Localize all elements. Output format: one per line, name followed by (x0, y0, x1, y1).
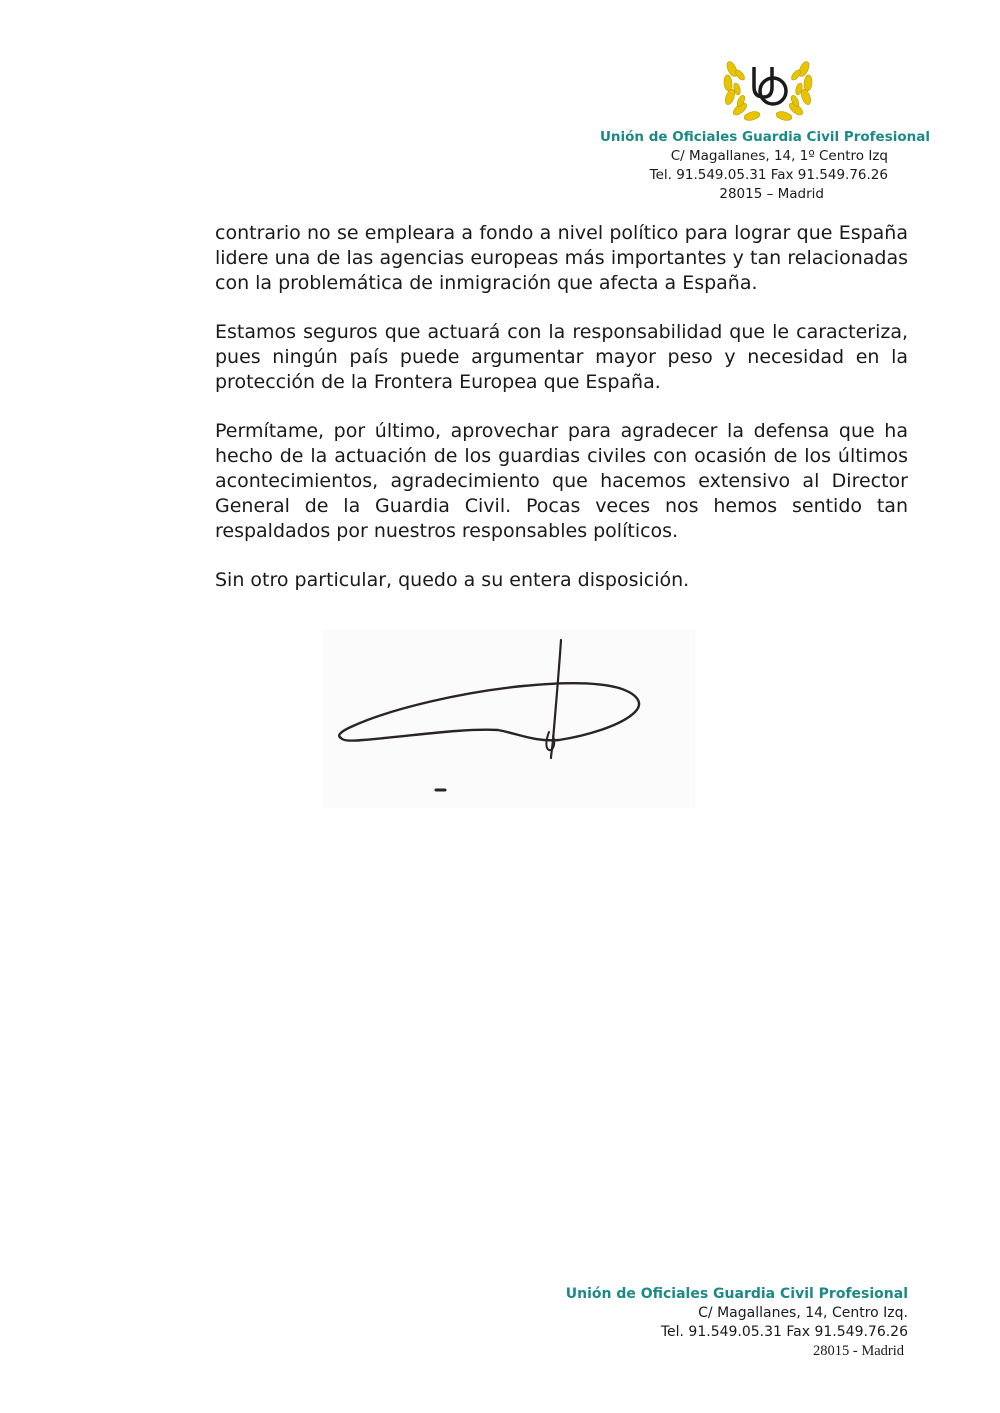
handwritten-signature (323, 630, 695, 808)
footer-address: C/ Magallanes, 14, Centro Izq. (698, 1305, 908, 1321)
union-oficiales-logo (718, 55, 818, 125)
letter-body (215, 221, 908, 618)
letter-footer (520, 1285, 908, 1361)
org-name: Unión de Oficiales Guardia Civil Profesional (599, 129, 930, 145)
header-phone-fax: Tel. 91.549.05.31 Fax 91.549.76.26 (649, 167, 888, 183)
footer-city: 28015 - Madrid (812, 1343, 904, 1359)
closing-line: Sin otro particular, quedo a su entera disposición. (215, 569, 690, 592)
uo-monogram (754, 67, 786, 104)
footer-org-name: Unión de Oficiales Guardia Civil Profesional (565, 1286, 908, 1302)
header-address: C/ Magallanes, 14, 1º Centro Izq (670, 148, 888, 164)
body-paragraph: contrario no se empleara a fondo a nivel político para lograr que España lidere una de las agencias europeas más importantes y tan relacionadas con la problemática de inmigración que afecta a España. (215, 222, 908, 294)
header-city: 28015 – Madrid (719, 186, 824, 202)
body-paragraph: Permítame, por último, aprovechar para agradecer la defensa que ha hecho de la actuación de los guardias civiles con ocasión de los últimos acontecimientos, agradecimiento que hacemos extensivo al Director General de la Guardia Civil. Pocas veces nos hemos sentido tan respaldados por nuestros responsables políticos. (215, 420, 908, 542)
letterhead (560, 128, 930, 204)
laurel-wreath-icon (723, 60, 812, 122)
body-paragraph: Estamos seguros que actuará con la responsabilidad que le caracteriza, pues ningún país puede argumentar mayor peso y necesidad en la protección de la Frontera Europea que España. (215, 321, 908, 393)
footer-phone-fax: Tel. 91.549.05.31 Fax 91.549.76.26 (660, 1324, 908, 1340)
